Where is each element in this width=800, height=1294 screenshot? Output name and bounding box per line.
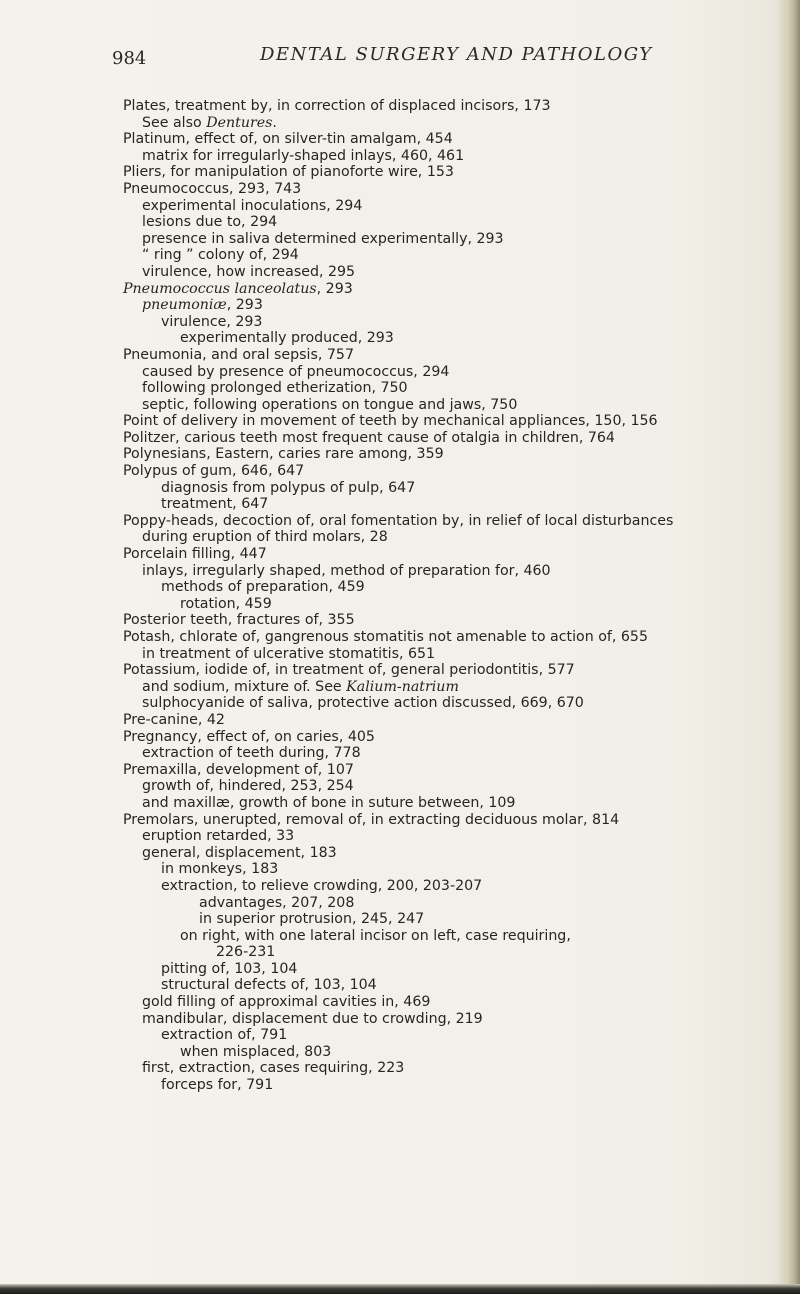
index-entry: extraction, to relieve crowding, 200, 203-207 — [161, 877, 483, 894]
index-entry: and maxillæ, growth of bone in suture between, 109 — [142, 794, 516, 811]
index-entry: septic, following operations on tongue and jaws, 750 — [142, 396, 518, 413]
index-entry: “ ring ” colony of, 294 — [142, 247, 299, 264]
page-number: 984 — [112, 48, 147, 69]
index-entry: eruption retarded, 33 — [142, 828, 295, 845]
index-entry: mandibular, displacement due to crowding, 219 — [142, 1010, 483, 1027]
index-entry: Platinum, effect of, on silver-tin amalgam, 454 — [123, 131, 453, 148]
entry-prefix: See also — [142, 114, 207, 131]
index-entry: rotation, 459 — [180, 595, 272, 612]
index-entry: sulphocyanide of saliva, protective action discussed, 669, 670 — [142, 695, 584, 712]
index-entry: forceps for, 791 — [161, 1077, 274, 1094]
index-entry: Premaxilla, development of, 107 — [123, 761, 354, 778]
index-list — [123, 98, 783, 1094]
index-entry: in treatment of ulcerative stomatitis, 651 — [142, 645, 436, 662]
index-entry: inlays, irregularly shaped, method of preparation for, 460 — [142, 562, 551, 579]
index-entry: virulence, 293 — [161, 313, 263, 330]
entry-suffix: , 293 — [316, 280, 353, 297]
index-entry: experimental inoculations, 294 — [142, 197, 363, 214]
index-entry: pitting of, 103, 104 — [161, 960, 298, 977]
index-entry: extraction of teeth during, 778 — [142, 745, 361, 762]
index-entry: Plates, treatment by, in correction of displaced incisors, 173 — [123, 98, 551, 114]
index-entry: gold filling of approximal cavities in, 469 — [142, 994, 431, 1011]
index-entry: Polypus of gum, 646, 647 — [123, 463, 305, 480]
index-entry — [123, 281, 783, 298]
index-entry: Pregnancy, effect of, on caries, 405 — [123, 728, 375, 745]
entry-italic-term: Dentures — [206, 114, 273, 131]
index-entry: following prolonged etherization, 750 — [142, 380, 408, 397]
index-entry — [123, 679, 783, 696]
entry-prefix: and sodium, mixture of. See — [142, 678, 347, 695]
index-entry: Point of delivery in movement of teeth by mechanical appliances, 150, 156 — [123, 413, 658, 430]
index-entry: Potassium, iodide of, in treatment of, general periodontitis, 577 — [123, 662, 575, 679]
index-entry: extraction of, 791 — [161, 1027, 288, 1044]
index-entry: diagnosis from polypus of pulp, 647 — [161, 479, 416, 496]
index-entry: treatment, 647 — [161, 496, 269, 513]
entry-italic-term: Pneumococcus lanceolatus — [123, 280, 317, 297]
index-entry: structural defects of, 103, 104 — [161, 977, 377, 994]
index-entry: Polynesians, Eastern, caries rare among, 359 — [123, 446, 444, 463]
index-entry: advantages, 207, 208 — [199, 894, 355, 911]
index-entry: in superior protrusion, 245, 247 — [199, 911, 425, 928]
index-entry: Potash, chlorate of, gangrenous stomatitis not amenable to action of, 655 — [123, 629, 648, 645]
index-entry: when misplaced, 803 — [180, 1043, 332, 1060]
index-entry: first, extraction, cases requiring, 223 — [142, 1060, 405, 1077]
index-entry: Porcelain filling, 447 — [123, 546, 267, 563]
index-entry: general, displacement, 183 — [142, 844, 337, 861]
index-entry: growth of, hindered, 253, 254 — [142, 778, 354, 795]
index-entry: in monkeys, 183 — [161, 861, 279, 878]
index-entry: experimentally produced, 293 — [180, 330, 394, 347]
running-title: DENTAL SURGERY AND PATHOLOGY — [260, 44, 653, 65]
index-entry: Premolars, unerupted, removal of, in extracting deciduous molar, 814 — [123, 811, 620, 828]
entry-italic-term: Kalium-natrium — [346, 678, 459, 695]
index-entry: 226-231 — [216, 944, 276, 961]
page-bottom-edge — [0, 1284, 800, 1294]
index-entry: Pneumococcus, 293, 743 — [123, 180, 302, 197]
index-entry: Pneumonia, and oral sepsis, 757 — [123, 346, 354, 363]
index-entry: Pliers, for manipulation of pianoforte wire, 153 — [123, 164, 454, 181]
index-entry: on right, with one lateral incisor on left, case requiring, — [180, 927, 571, 944]
index-entry: virulence, how increased, 295 — [142, 263, 356, 280]
entry-suffix: , 293 — [226, 297, 263, 314]
index-entry: Posterior teeth, fractures of, 355 — [123, 612, 355, 629]
index-entry: methods of preparation, 459 — [161, 579, 365, 596]
index-entry: during eruption of third molars, 28 — [142, 529, 388, 546]
index-entry: Pre-canine, 42 — [123, 711, 225, 728]
page-header — [112, 44, 672, 80]
entry-suffix: . — [272, 114, 277, 131]
index-entry: matrix for irregularly-shaped inlays, 460, 461 — [142, 147, 465, 164]
index-entry: lesions due to, 294 — [142, 214, 278, 231]
index-entry — [123, 115, 783, 132]
index-entry: Politzer, carious teeth most frequent cause of otalgia in children, 764 — [123, 429, 615, 446]
index-entry: presence in saliva determined experimentally, 293 — [142, 230, 504, 247]
index-entry: caused by presence of pneumococcus, 294 — [142, 363, 450, 380]
index-entry — [123, 297, 783, 314]
index-entry: Poppy-heads, decoction of, oral fomentation by, in relief of local disturbances — [123, 512, 674, 529]
entry-italic-term: pneumoniæ — [142, 297, 227, 314]
